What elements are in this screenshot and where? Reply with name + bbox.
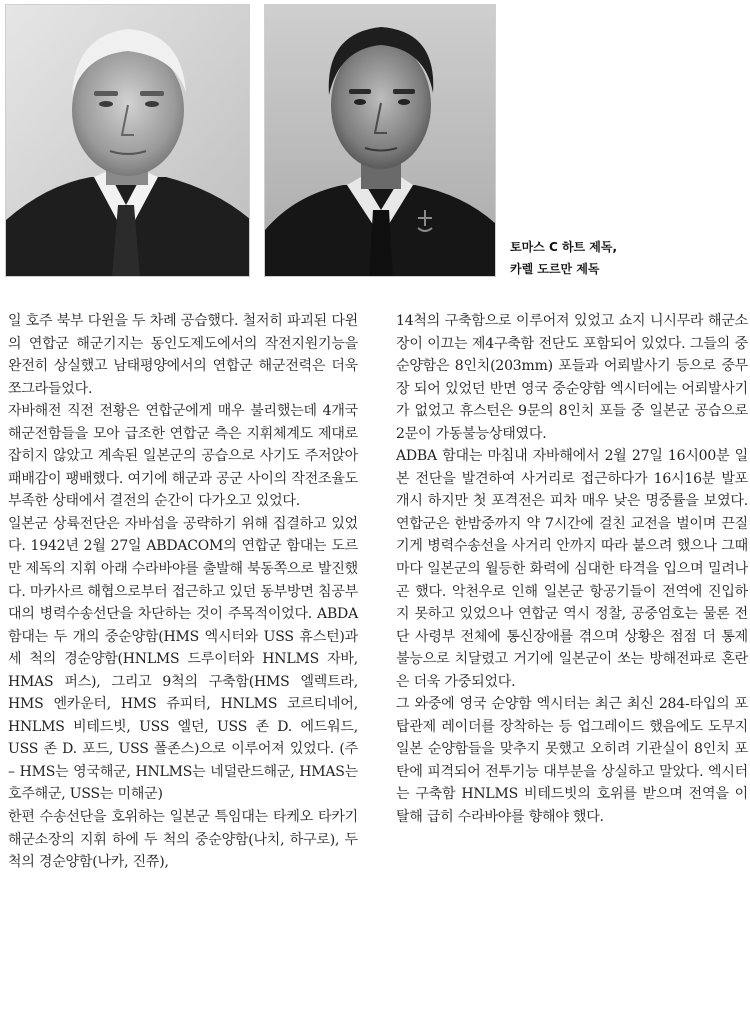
paragraph: 일본군 상륙전단은 자바섬을 공략하기 위해 집결하고 있었다. 1942년 2월 27일 ABDACOM의 연합군 함대는 도르만 제독의 지휘 아래 수라바야를 출발해 북동쪽으로 발진했다. 마카사르 해협으로부터 접근하고 있던 동부방면 침공부대의 병력수송선단을 차단하는 것이 주목적이었다. ABDA 함대는 두 개의 중순양함(HMS 엑시터와 USS 휴스턴)과 세 척의 경순양함(HNLMS 드루이터와 HNLMS 자바, HMAS 퍼스), 그리고 9척의 구축함(HMS 엘렉트라, HMS 엔카운터, HMS 쥬피터, HNLMS 코르티네어, HNLMS 비테드빗, USS 엘던, USS 존 D. 에드워드, USS 존 D. 포드, USS 폴존스)으로 이루어져 있었다. (주 – HMS는 영국해군, HNLMS는 네덜란드해군, HMAS는 호주해군, USS는 미해군) xyxy=(8,515,358,803)
photo-caption xyxy=(510,236,740,280)
article-column-left xyxy=(8,310,358,874)
paragraph: 14척의 구축함으로 이루어져 있었고 쇼지 니시무라 해군소장이 이끄는 제4구축함 전단도 포함되어 있었다. 그들의 중순양함은 8인치(203mm) 포들과 어뢰발사기 등으로 중무장 되어 있었던 반면 영국 중순양함 엑시터에는 어뢰발사기가 없었고 휴스턴은 9문의 8인치 포들 중 일본군 공습으로 2문이 가동불능상태였다. xyxy=(396,313,748,442)
portrait-hart-image xyxy=(6,5,250,277)
caption-line-1: 토마스 C 하트 제독, xyxy=(510,240,618,254)
portrait-photo-hart xyxy=(5,4,250,277)
article-column-right xyxy=(396,310,748,829)
portrait-doorman-image xyxy=(265,5,496,277)
paragraph: 한편 수송선단을 호위하는 일본군 특임대는 타케오 타카기 해군소장의 지휘 하에 두 척의 중순양함(나치, 하구로), 두 척의 경순양함(나카, 진쮸), xyxy=(8,809,358,871)
paragraph: 자바해전 직전 전황은 연합군에게 매우 불리했는데 4개국 해군전함들을 모아 급조한 연합군 측은 지휘체계도 제대로 잡히지 않았고 계속된 일본군의 공습으로 사기도 주저앉아 패배감이 팽배했다. 여기에 해군과 공군 사이의 작전조율도 부족한 상태에서 결전의 순간이 다가오고 있었다. xyxy=(8,403,358,510)
paragraph: ADBA 함대는 마침내 자바해에서 2월 27일 16시00분 일본 전단을 발견하여 사거리로 접근하다가 16시16분 발포개시 하지만 첫 포격전은 피차 매우 낮은 명중률을 보였다. 연합군은 한밤중까지 약 7시간에 걸친 교전을 벌이며 끈질기게 병력수송선을 사거리 안까지 따라 붙으려 했으나 그때마다 일본군의 월등한 화력에 심대한 타격을 입으며 밀려나곤 했다. 악천우로 인해 일본군 항공기들이 전역에 진입하지 못하고 있었으나 연합군 역시 정찰, 공중엄호는 물론 전단 사령부 전체에 통신장애를 겪으며 상황은 점점 더 통제불능으로 치달렸고 거기에 일본군이 쏘는 방해전파로 혼란은 더욱 가중되었다. xyxy=(396,448,748,690)
portrait-photo-doorman xyxy=(264,4,496,277)
paragraph: 일 호주 북부 다윈을 두 차례 공습했다. 철저히 파괴된 다윈의 연합군 해군기지는 동인도제도에서의 작전지원기능을 완전히 상실했고 남태평양에서의 연합군 해군전력은 더욱 쪼그라들었다. xyxy=(8,313,358,397)
paragraph: 그 와중에 영국 순양함 엑시터는 최근 최신 284-타입의 포탑관제 레이더를 장착하는 등 업그레이드 했음에도 도무지 일본 순양함들을 맞추지 못했고 오히려 기관실이 8인치 포탄에 피격되어 전투기능 대부분을 상실하고 말았다. 엑시터는 구축함 HNLMS 비테드빗의 호위를 받으며 전역을 이탈해 급히 수라바야를 향해야 했다. xyxy=(396,696,748,826)
caption-line-2: 카렐 도르만 제독 xyxy=(510,262,600,276)
